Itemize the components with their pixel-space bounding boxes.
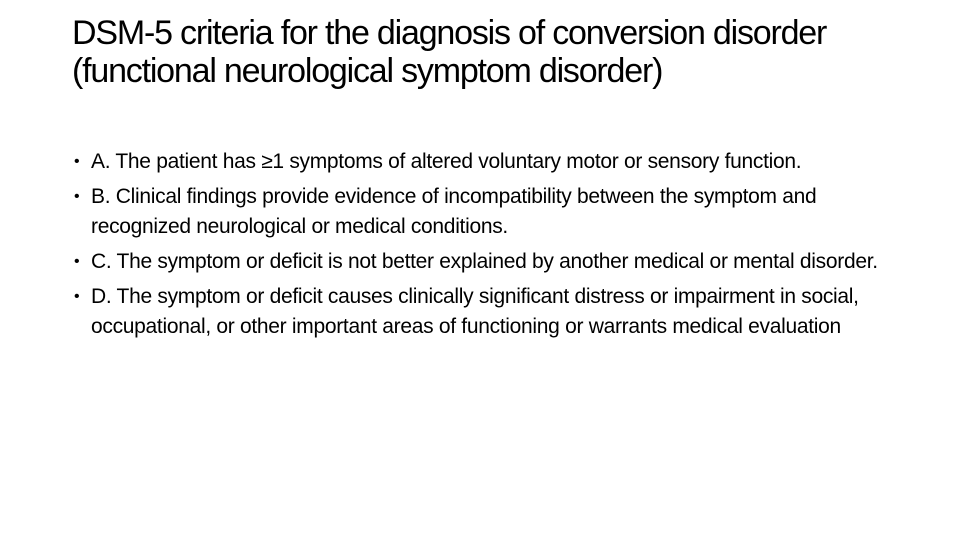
bullet-icon: • [74, 288, 80, 305]
bullet-icon: • [74, 153, 80, 170]
criterion-a-text: A. The patient has ≥1 symptoms of altered voluntary motor or sensory function. [91, 150, 802, 173]
criterion-a [72, 147, 892, 177]
criteria-list [72, 147, 892, 347]
criterion-c [72, 247, 892, 277]
bullet-icon: • [74, 188, 80, 205]
criterion-d [72, 282, 892, 342]
slide-title: DSM-5 criteria for the diagnosis of conversion disorder (functional neurological symptom disorder) [72, 14, 827, 90]
criterion-b [72, 182, 892, 242]
criterion-b-text: B. Clinical findings provide evidence of incompatibility between the symptom and recognized neurological or medical conditions. [91, 185, 817, 238]
bullet-icon: • [74, 253, 80, 270]
criterion-d-text: D. The symptom or deficit causes clinically significant distress or impairment in social, occupational, or other important areas of functioning or warrants medical evaluation [91, 285, 859, 338]
criterion-c-text: C. The symptom or deficit is not better explained by another medical or mental disorder. [91, 250, 878, 273]
